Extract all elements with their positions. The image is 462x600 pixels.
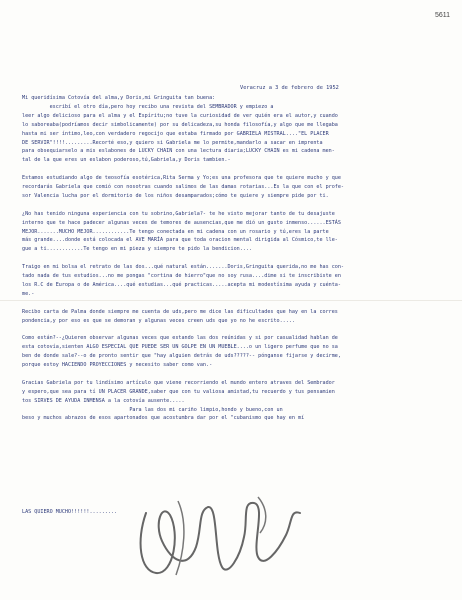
- handwritten-signature: [118, 493, 328, 583]
- letter-line: leer algo delicioso para el alma y el Espíritu;no tuve la curiosidad de ver quién era el autor,y cuando: [22, 112, 338, 119]
- letter-line: tado nada de tus estudios...no me pongas "cortina de hierro"que no soy rusa....dime si te inscribiste en: [22, 273, 341, 279]
- letter-line: recordarás Gabriela que comió con nosotras cuando salimos de las damas rotarias...Es la que con el profe-: [22, 184, 345, 190]
- letter-line: sor Valencia lucha por el dormitorio de los niños desamparados;cómo te quiere y siempre pide por ti.: [22, 192, 329, 199]
- letter-line: interno que te hace padecer algunas veces de temores de ausencias,que me dió un gusto inmenso......ESTÁS: [22, 219, 341, 226]
- letter-line: Estamos estudiando algo de teosofía esotérica,Rita Serma y Yo;es una profesora que te quiere mucho y que: [22, 175, 341, 182]
- letter-line: ben de donde sale?--o de pronto sentir que "hay alguien detrás de uds?????-- pónganse fijarse y decirme,: [22, 353, 341, 360]
- letter-line: Como están?--¿Quieren observar algunas veces que estando las dos reúnidas y si por casualidad hablan de: [22, 335, 338, 342]
- letter-line: gue a ti............Te tengo en mi pieza y siempre te pido la bendicion....: [22, 246, 253, 253]
- letter-line: me.-: [22, 290, 35, 297]
- letter-line: lo saboreaba(podríamos decir simbolicamente) por su delicadeza,su honda filosofía,y algo que me llegaba: [22, 121, 338, 128]
- letter-line: DE SERVIR"!!!!.........Recorté eso,y quiero si Gabriela me lo permite,mandarlo a sacar en imprenta: [22, 139, 323, 146]
- letter-line: Mi queridísima Cotovía del alma,y Doris,mi Gringuita tan buena:: [22, 95, 216, 101]
- letter-line: ¿No has tenido ninguna experiencia con tu sobrino,Gabriela?- te he visto mejorar tanto de tu desajuste: [22, 210, 335, 217]
- letter-line: escribí el otro día,pero hoy recibo una revista del SEMBRADOR y empiezo a: [22, 103, 274, 110]
- letter-line: los R.C de Europa o de América....qué estudias...qué practicas.....acepta mi modestísima ayuda y cuénta-: [22, 281, 341, 288]
- letter-line: Recibo carta de Palma donde siempre me cuenta de uds,pero me dice las dificultades que hay en la corres: [22, 308, 338, 315]
- letter-line: esta cotovía,sienten ALGO ESPECIAL QUE PUEDE SER UN GOLPE EN UN MUEBLE....o un ligero perfume que no sa: [22, 344, 338, 351]
- letter-line: hasta mi ser íntimo,leo,con verdadero regocijo que estaba firmado por GABRIELA MISTRAL...."EL PLACER: [22, 130, 329, 137]
- letter-line: porque estoy HACIENDO PROYECCIONES y necesito saber como van.-: [22, 362, 213, 368]
- closing-line: LAS QUIERO MUCHO!!!!!!.........: [22, 509, 118, 515]
- paper-fold-line: [0, 300, 462, 301]
- archive-number: 5611: [434, 12, 450, 19]
- letter-line: Para las dos mi cariño limpio,hondo y bueno,con un: [22, 406, 283, 413]
- letter-line: pondencia,y por eso es que se demoran y algunas veces creen uds que yo no he escrito.....: [22, 317, 295, 324]
- letter-line: Traigo en mi bolsa el retrato de las dos...qué natural están.......Doris,Gringuita querida,no me has con-: [22, 264, 345, 271]
- letter-line: para obsequiarselo a mis eslabones de LUCKY CHAIN con una lectura diaria;LUCKY CHAIN es mi cadena men-: [22, 148, 335, 155]
- letter-line: tos SIRVES DE AYUDA INMENSA a la cotovía ausente.....: [22, 397, 185, 404]
- letter-line: beso y muchos abrazos de esos apartonados que acostumbra dar por el "cubanismo que hay en mí: [22, 415, 305, 422]
- letter-date: Veracruz a 3 de febrero de 1952: [240, 85, 339, 92]
- letter-line: y espero,que sea para tí UN PLACER GRANDE,saber que con tu valiosa amistad,tu recuerdo y tus pensamien: [22, 388, 335, 395]
- letter-line: tal de la que eres un eslabon poderoso,tú,Gabriela,y Doris tambien.-: [22, 157, 231, 164]
- letter-line: Gracias Gabriela por tu lindísimo artículo que viene recorriendo el mundo entero atraves del Sembrador: [22, 379, 335, 386]
- letter-line: MEJOR.......MUCHO MEJOR............Te tengo conectada en mi cadena con un rosario y tú,eres la parte: [22, 228, 329, 235]
- letter-line: más grande....donde está colocada el AVE MARÍA para que toda oracion mental dirigida al Cósmico,te lle-: [22, 237, 338, 244]
